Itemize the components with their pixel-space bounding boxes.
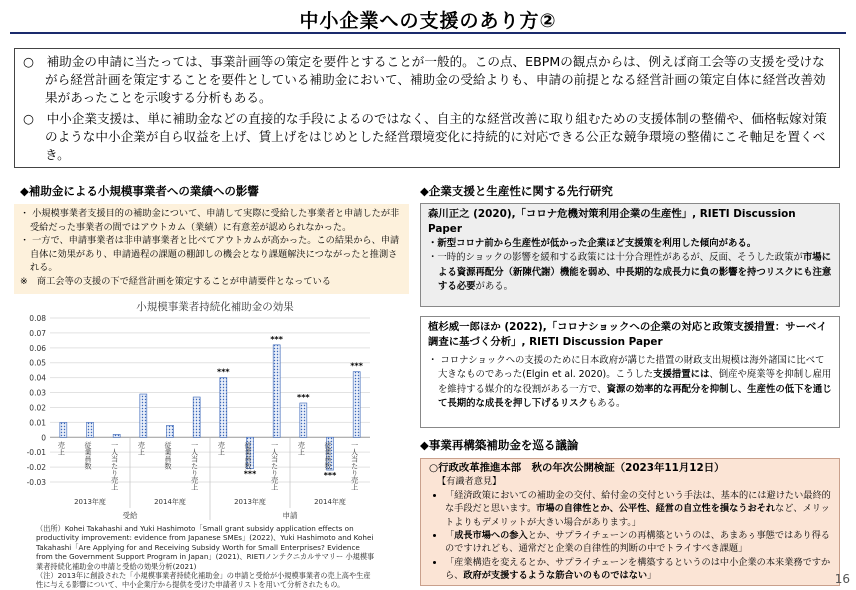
subsidy-effect-chart [0, 296, 412, 524]
significance-label: *** [243, 469, 257, 479]
paper-morikawa-title: 森川正之 (2020),「コロナ危機対策利用企業の生産性」, RIETI Discussion Paper [428, 208, 796, 235]
bar [60, 422, 67, 437]
y-tick-label: 0.01 [29, 418, 46, 428]
category-label: 売上 [57, 441, 66, 456]
review-opinion-2: • 「成長市場への参入とか、サプライチェーンの再構築というのは、あまあぅ事態ではあり得るのですけれども、通常だと企業の自律性的判断の中でトライすべき課題」 [445, 529, 831, 556]
right-section-heading-1: ◆企業支援と生産性に関する先行研究 [420, 184, 613, 198]
bar [113, 434, 120, 437]
review-opinions [429, 489, 831, 583]
y-tick-label: 0.08 [29, 314, 46, 323]
y-tick-label: 0.02 [29, 403, 46, 413]
summary-point-2: ○ 中小企業支援は、単に補助金などの直接的な手段によるのではなく、自主的な経営改善に取り組むための支援体制の整備や、価格転嫁対策のような中小企業が自ら収益を上げ、賃上げをはじめとした経営環境変化に持続的に対応できる公正な競争環境の整備にこそ軸足を置くべき。 [23, 111, 827, 162]
significance-label: *** [350, 361, 363, 371]
y-tick-label: 0.05 [29, 358, 46, 368]
finding-1: ・ 小規模事業者支援目的の補助金について、申請して実際に受給した事業者と申請したが非受給だった事業者の間ではアウトカム（業績）に有意差が認められなかった。 [20, 208, 400, 233]
year-label: 2013年度 [234, 498, 266, 506]
paper-box-morikawa [420, 203, 840, 307]
right-section-heading-2: ◆事業再構築補助金を巡る議論 [420, 438, 579, 452]
bar [300, 403, 307, 437]
category-label: 一人当たり売上 [110, 441, 119, 491]
y-tick-label: 0.06 [29, 343, 46, 353]
page-number: 16 [834, 572, 850, 586]
y-tick-label: 0.03 [29, 388, 46, 398]
group-label: 受給 [122, 511, 138, 520]
review-title: ○行政改革推進本部 秋の年次公開検証（2023年11月12日） [429, 462, 725, 474]
findings-box [14, 204, 409, 294]
category-label: 従業員数 [84, 441, 92, 470]
category-label: 売上 [217, 441, 226, 456]
bar [167, 425, 174, 437]
page-title: 中小企業への支援のあり方② [299, 10, 557, 32]
source-footnote: （注）2013年に創設された「小規模事業者持続化補助金」の申請と受給が小規模事業者の売上高や生産性に与える影響について、中小企業庁から提供を受けた申請者リストを用いて分析されたもの。 [36, 571, 371, 590]
bar [273, 345, 280, 437]
source-note [36, 524, 376, 590]
review-opinion-3: • 「産業構造を変えるとか、サプライチェーンを構築するというのは中小企業の本来業務ですから、政府が支援するような筋合いのものではない」 [445, 556, 831, 583]
category-label: 売上 [137, 441, 146, 456]
group-label: 申請 [282, 511, 298, 520]
year-label: 2014年度 [314, 498, 346, 506]
category-label: 売上 [297, 441, 306, 456]
significance-label: *** [217, 367, 230, 377]
significance-label: *** [297, 392, 310, 402]
y-tick-label: 0.04 [29, 373, 46, 383]
source-citation: （出所）Kohei Takahashi and Yuki Hashimoto「Small grant subsidy application effects on productivity improvement: evidence from Japanese SMEs」(2022)、Yuki Hashimoto and Kohei Takahashi「Are Applying for and Receiving Subsidy Worth for Small Enterprises? Evidence from the Government Support Program in Japan」(2021)、RIETIノンテクニカルサマリー 小規模事業者持続化補助金の申請と受給の効果分析(2021) [36, 524, 375, 571]
y-tick-label: -0.03 [26, 478, 46, 487]
paper-uesugi-point: ・ コロナショックへの支援のために日本政府が講じた措置の財政支出規模は海外諸国に比べて大きなものであった(Elgin et al. 2020)。こうした支援措置には、倒産や廃業等を抑制し雇用を維持する媒介的な役割がある一方で、資源の効率的な再配分を抑制し、生産性の低下を通じて長期的な成長を押し下げるリスクもある。 [428, 355, 832, 410]
year-label: 2013年度 [74, 498, 106, 506]
category-label: 一人当たり売上 [190, 441, 199, 491]
category-label: 一人当たり売上 [270, 441, 279, 491]
paper-uesugi-title: 植杉威一郎ほか (2022),「コロナショックへの企業の対応と政策支援措置：サーベイ調査に基づく分析」, RIETI Discussion Paper [428, 321, 827, 348]
bar [353, 372, 360, 438]
category-label: 従業員数 [244, 441, 252, 470]
paper-morikawa-point-1: ・新型コロナ前から生産性が低かった企業ほど支援策を利用した傾向がある。 [428, 238, 757, 249]
summary-point-1: ○ 補助金の申請に当たっては、事業計画等の策定を要件とすることが一般的。この点、EBPMの観点からは、例えば商工会等の支援を受けながら経営計画を策定することを要件としている補助金において、補助金の受給よりも、申請の前提となる経営計画の策定自体に経営改善効果があったことを示唆する分析もある。 [23, 54, 826, 105]
category-label: 従業員数 [324, 441, 332, 470]
paper-box-uesugi [420, 316, 840, 428]
category-label: 従業員数 [164, 441, 172, 470]
finding-2: ・ 一方で、申請事業者は非申請事業者と比べてアウトカムが高かった。この結果から、申請自体に効果があり、申請過程の課題の棚卸しの機会となり課題解決につながったと推測される。 [20, 235, 400, 274]
review-opinion-1: • 「経済政策においての補助金の交付、給付金の交付という手法は、基本的には避けたい最終的な手段だと思います。市場の自律性とか、公平性、経営の自立性を損なうおそれなど、メリットよりもデメリットが大きい場合があります。」 [445, 489, 831, 529]
finding-note: ※ 商工会等の支援の下で経営計画を策定することが申請要件となっている [20, 275, 331, 287]
y-tick-label: 0 [41, 433, 46, 443]
summary-box [14, 48, 840, 168]
y-tick-label: -0.02 [26, 463, 46, 473]
bar [193, 397, 200, 437]
year-label: 2014年度 [154, 498, 186, 506]
paper-morikawa-point-2: ・一時的ショックの影響を緩和する政策には十分合理性があるが、反面、そうした政策が市場による資源再配分（新陳代謝）機能を弱め、中長期的な成長力に負の影響を持つリスクにも注意する必要がある。 [428, 252, 832, 293]
bar [87, 422, 94, 437]
title-underline [10, 32, 846, 34]
significance-label: *** [270, 334, 283, 344]
bar [220, 378, 227, 438]
category-label: 一人当たり売上 [350, 441, 359, 491]
significance-label: *** [323, 471, 337, 481]
review-subheading: 【有識者意見】 [437, 476, 502, 488]
left-section-heading: ◆補助金による小規模事業者への業績への影響 [20, 184, 259, 198]
review-box [420, 458, 840, 586]
bar [140, 394, 147, 437]
chart-title: 小規模事業者持続化補助金の効果 [136, 301, 294, 313]
y-tick-label: 0.07 [29, 328, 46, 338]
y-tick-label: -0.01 [26, 448, 46, 458]
